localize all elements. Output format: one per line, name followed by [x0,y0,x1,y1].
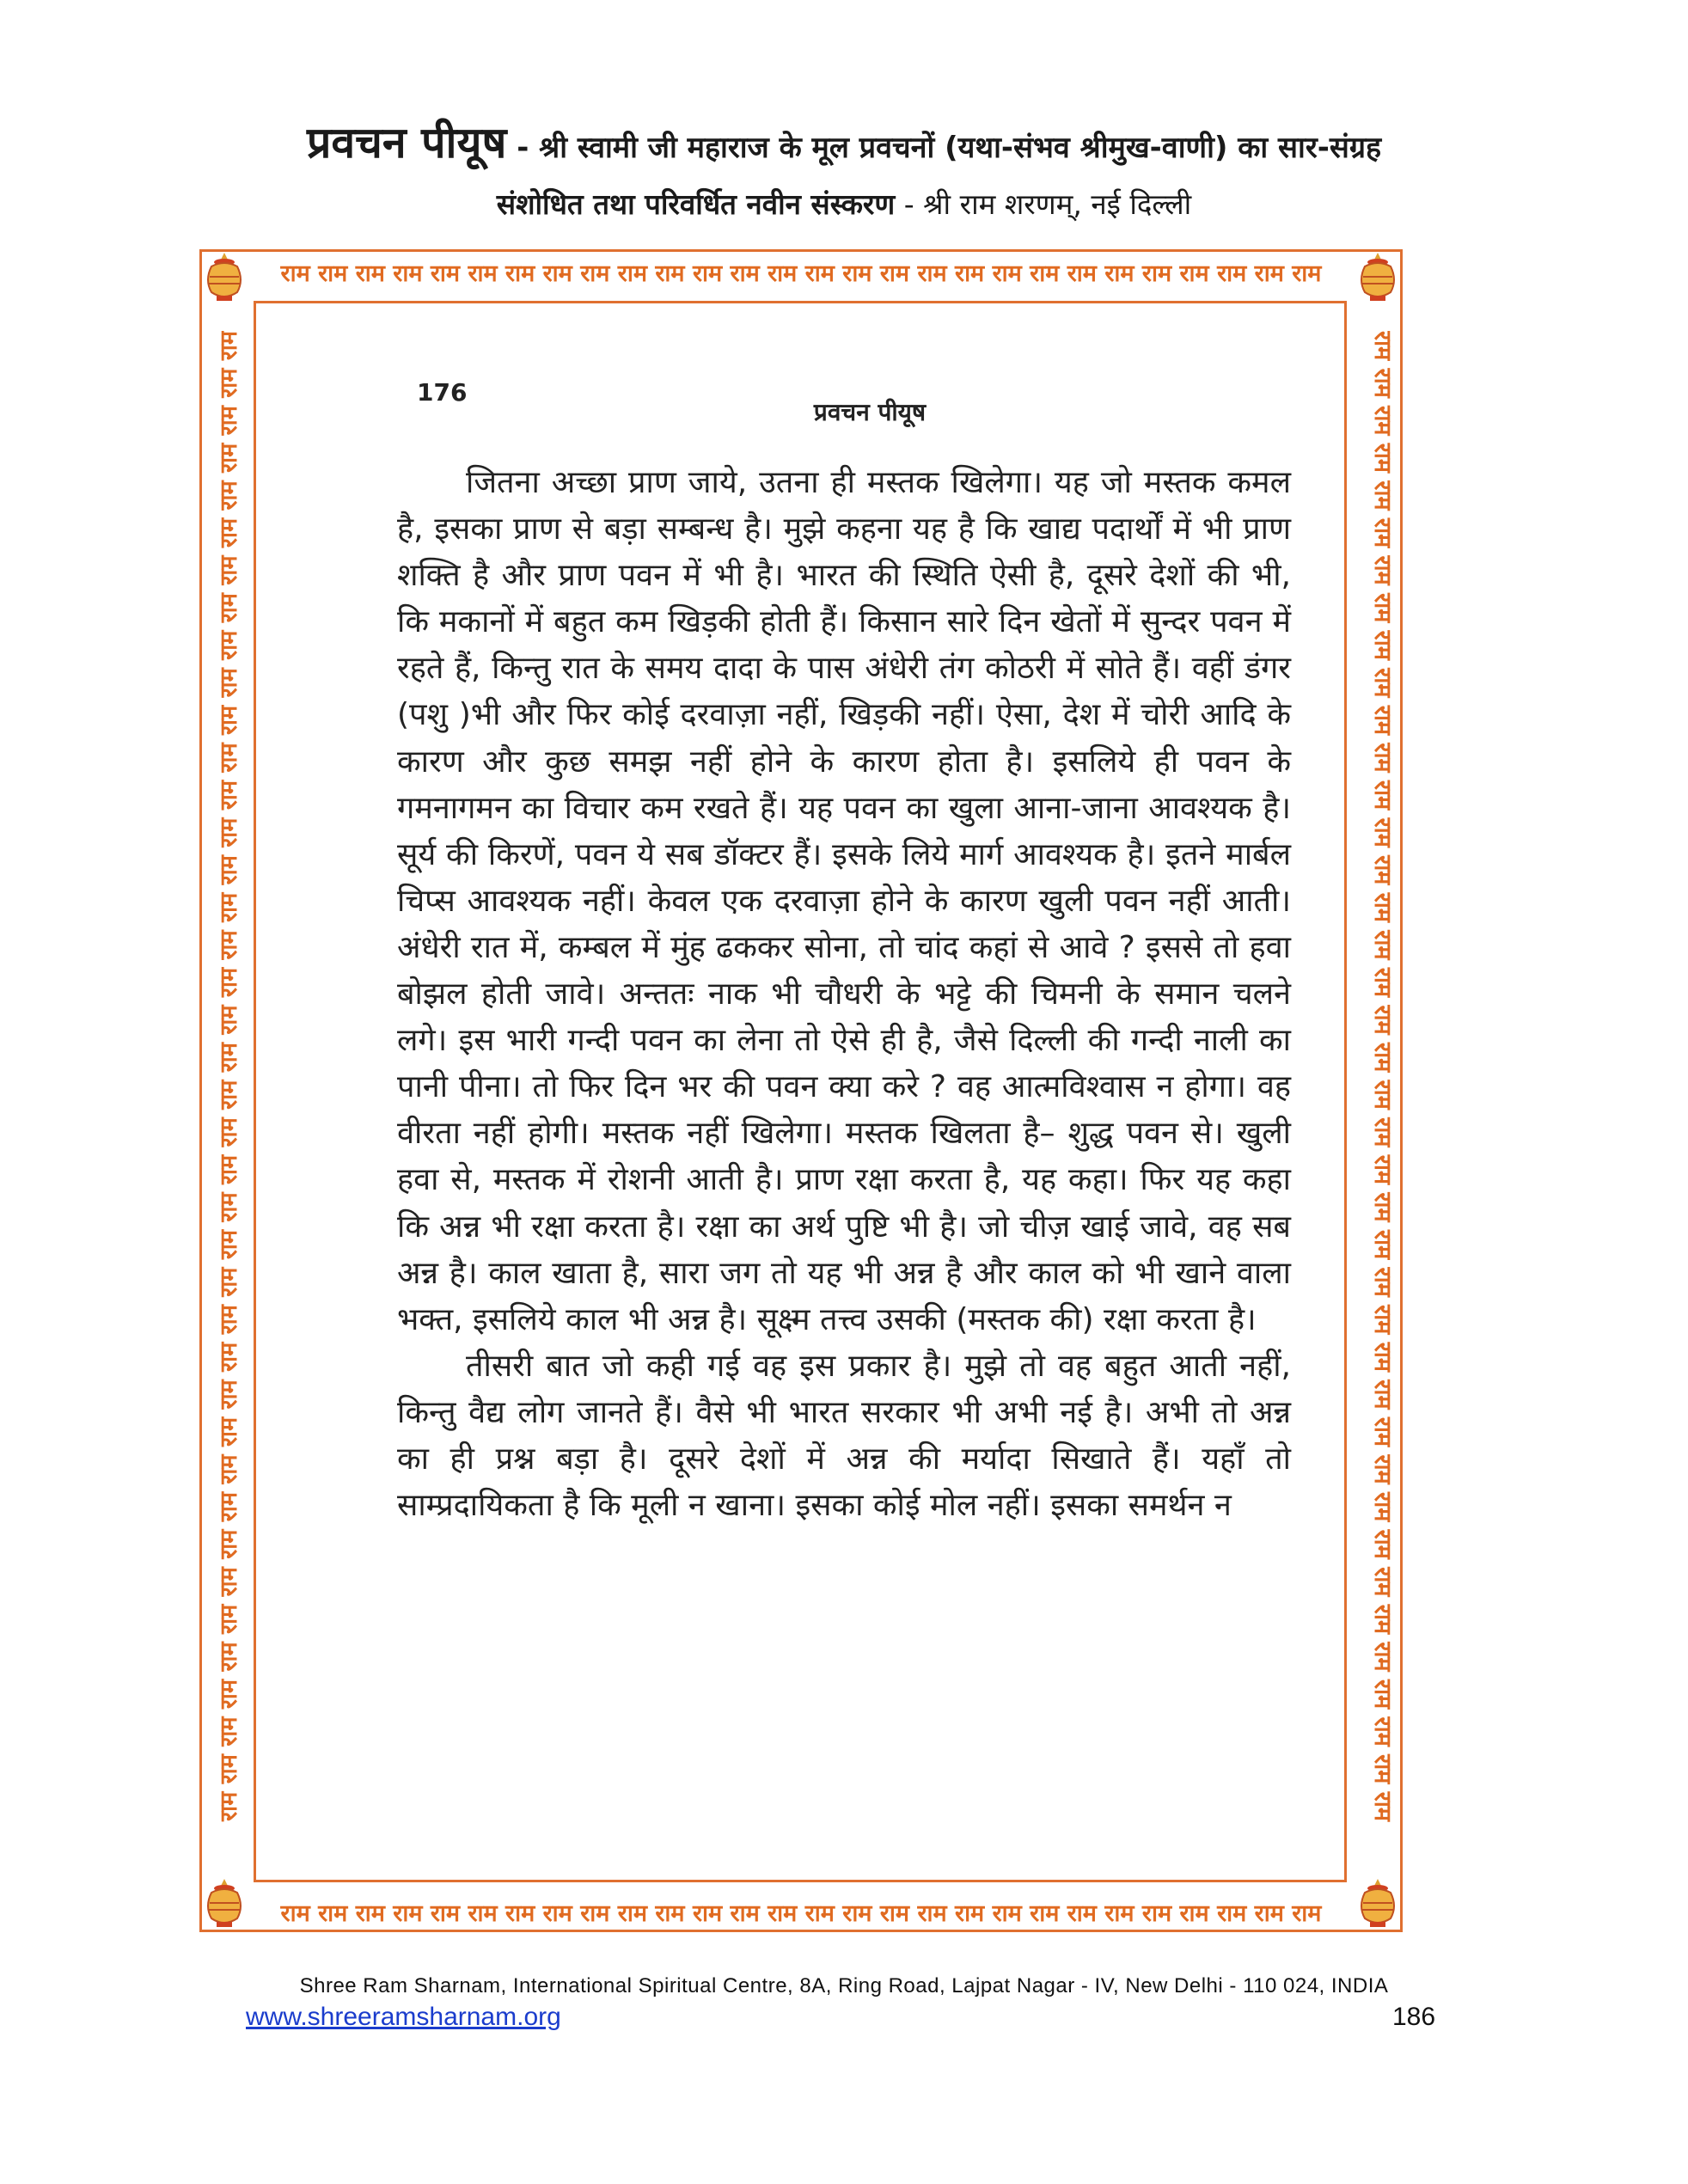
ram-border-left [206,331,249,1869]
edition-label: संशोधित तथा परिवर्धित नवीन संस्करण [496,187,896,221]
paragraph: जितना अच्छा प्राण जाये, उतना ही मस्तक खिलेगा। यह जो मस्तक कमल है, इसका प्राण से बड़ा सम्बन्ध है। मुझे कहना यह है कि खाद्य पदार्थों में भी प्राण शक्ति है और प्राण पवन में भी है। भारत की स्थिति ऐसी है, दूसरे देशों की भी, कि मकानों में बहुत कम खिड़की होती हैं। किसान सारे दिन खेतों में सुन्दर पवन में रहते हैं, किन्तु रात के समय दादा के पास अंधेरी तंग कोठरी में सोते हैं। वहीं डंगर (पशु )भी और फिर कोई दरवाज़ा नहीं, खिड़की नहीं। ऐसा, देश में चोरी आदि के कारण और कुछ समझ नहीं होने के कारण होता है। इसलिये ही पवन के गमनागमन का विचार कम रखते हैं। यह पवन का खुला आना-जाना आवश्यक है। सूर्य की किरणें, पवन ये सब डॉक्टर हैं। इसके लिये मार्ग आवश्यक है। इतने मार्बल चिप्स आवश्यक नहीं। केवल एक दरवाज़ा होने के कारण खुली पवन नहीं आती। अंधेरी रात में, कम्बल में मुंह ढककर सोना, तो चांद कहां से आवे ? इससे तो हवा बोझल होती जावे। अन्ततः नाक भी चौधरी के भट्टे की चिमनी के समान चलने लगे। इस भारी गन्दी पवन का लेना तो ऐसे ही है, जैसे दिल्ली की गन्दी नाली का पानी पीना। तो फिर दिन भर की पवन क्या करे ? वह आत्मविश्वास न होगा। वह वीरता नहीं होगी। मस्तक नहीं खिलेगा। मस्तक खिलता है– शुद्ध पवन से। खुली हवा से, मस्तक में रोशनी आती है। प्राण रक्षा करता है, यह कहा। फिर यह कहा कि अन्न भी रक्षा करता है। रक्षा का अर्थ पुष्टि भी है। जो चीज़ खाई जावे, वह सब अन्न है। काल खाता है, सारा जग तो यह भी अन्न है और काल को भी खाने वाला भक्त, इसलिये काल भी अन्न है। सूक्ष्म तत्त्व उसकी (मस्तक की) रक्षा करता है। [397,465,1292,1337]
running-title: प्रवचन पीयूष [813,398,927,426]
footer-address: Shree Ram Sharnam, International Spiritual Centre, 8A, Ring Road, Lajpat Nagar - IV, New Delhi - 110 024, INDIA [299,1974,1389,1997]
ram-border-left-text: राम राम राम राम राम राम राम राम राम राम राम राम राम राम राम राम राम राम राम राम राम राम राम राम राम राम राम राम राम राम राम राम राम राम राम राम राम राम राम राम [216,331,242,1821]
pdf-page-number: 186 [1392,2003,1436,2031]
book-subtitle: - श्री स्वामी जी महाराज के मूल प्रवचनों (यथा-संभव श्रीमुख-वाणी) का सार-संग्रह [506,131,1382,165]
document-header-title [0,112,1688,170]
edition-line [0,184,1688,223]
ram-border-bottom: राम राम राम राम राम राम राम राम राम राम राम राम राम राम राम राम राम राम राम राम राम राम राम राम राम राम राम राम [280,1900,1322,1927]
paragraph: तीसरी बात जो कही गई वह इस प्रकार है। मुझे तो वह बहुत आती नहीं, किन्तु वैद्य लोग जानते हैं। वैसे भी भारत सरकार भी अभी नई है। अभी तो अन्न का ही प्रश्न बड़ा है। दूसरे देशों में अन्न की मर्यादा सिखाते हैं। यहाँ तो साम्प्रदायिकता है कि मूली न खाना। इसका कोई मोल नहीं। इसका समर्थन न [397,1348,1291,1524]
ram-border-top: राम राम राम राम राम राम राम राम राम राम राम राम राम राम राम राम राम राम राम राम राम राम राम राम राम राम राम राम [280,260,1322,287]
publisher-label: - श्री राम शरणम्, नई दिल्ली [895,187,1192,221]
ram-border-right-text: राम राम राम राम राम राम राम राम राम राम राम राम राम राम राम राम राम राम राम राम राम राम राम राम राम राम राम राम राम राम राम राम राम राम राम राम राम राम राम राम [1369,331,1396,1821]
book-page-number: 176 [417,378,468,407]
kalash-icon [1356,251,1399,304]
kalash-icon [203,251,246,304]
book-title: प्रवचन पीयूष [306,118,507,168]
kalash-icon [1356,1877,1399,1930]
ram-border-right [1360,331,1403,1869]
website-link[interactable]: www.shreeramsharnam.org [246,2003,561,2031]
body-text [397,460,1291,1529]
kalash-icon [203,1877,246,1930]
